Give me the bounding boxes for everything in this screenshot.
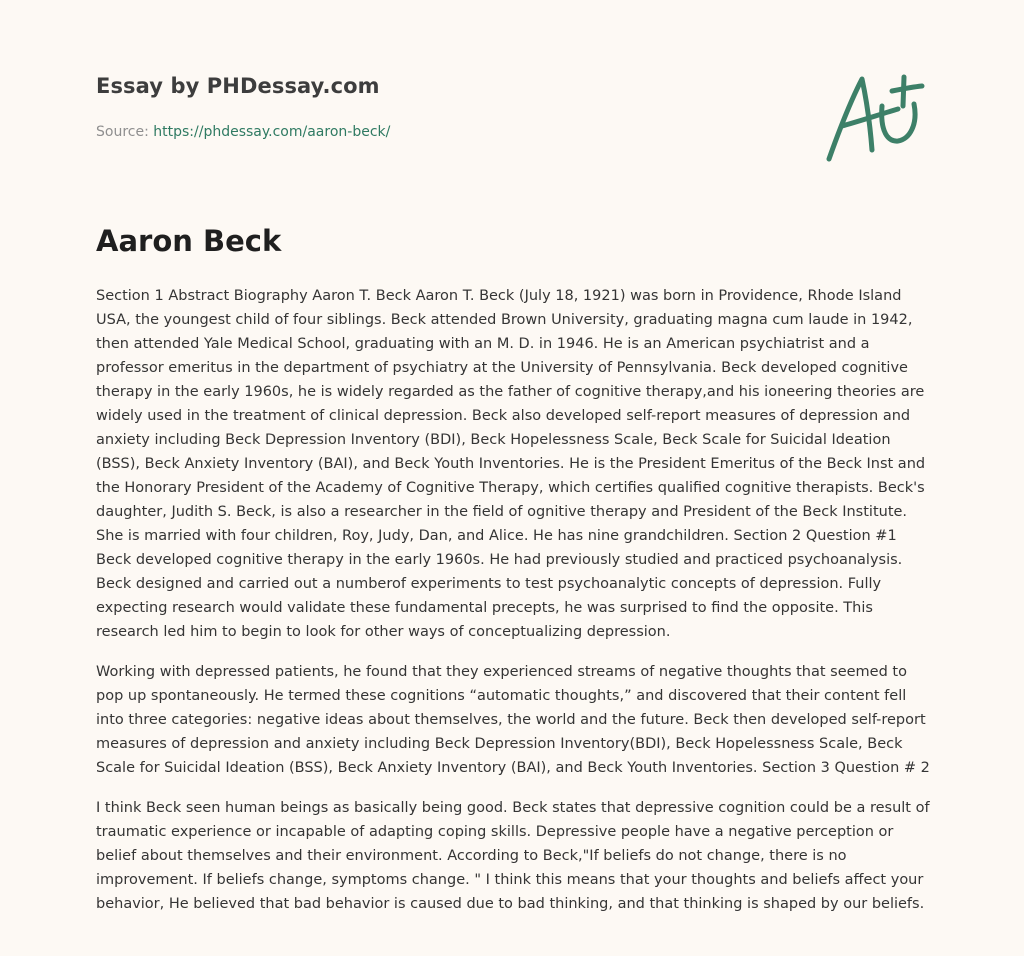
essay-body xyxy=(96,284,932,932)
essay-paragraph-3: I think Beck seen human beings as basically being good. Beck states that depressive cognition could be a result of traumatic experience or incapable of adapting coping skills. Depressive people have a negative perception or belief about themselves and their environment. According to Beck,"If beliefs do not change, there is no improvement. If beliefs change, symptoms change. " I think this means that your thoughts and beliefs affect your behavior, He believed that bad behavior is caused due to bad thinking, and that thinking is shaped by our beliefs. xyxy=(96,800,930,912)
source-link[interactable]: https://phdessay.com/aaron-beck/ xyxy=(153,124,391,140)
source-label: Source: xyxy=(96,124,149,140)
essay-paragraph-1: Section 1 Abstract Biography Aaron T. Beck Aaron T. Beck (July 18, 1921) was born in Providence, Rhode Island USA, the youngest child of four siblings. Beck attended Brown University, graduating magna cum laude in 1942, then attended Yale Medical School, graduating with an M. D. in 1946. He is an American psychiatrist and a professor emeritus in the department of psychiatry at the University of Pennsylvania. Beck developed cognitive therapy in the early 1960s, he is widely regarded as the father of cognitive therapy,and his ioneering theories are widely used in the treatment of clinical depression. Beck also developed self-report measures of depression and anxiety including Beck Depression Inventory (BDI), Beck Hopelessness Scale, Beck Scale for Suicidal Ideation (BSS), Beck Anxiety Inventory (BAI), and Beck Youth Inventories. He is the President Emeritus of the Beck Inst and the Honorary President of the Academy of Cognitive Therapy, which certifies qualified cognitive therapists. Beck's daughter, Judith S. Beck, is also a researcher in the field of ognitive therapy and President of the Beck Institute. She is married with four children, Roy, Judy, Dan, and Alice. He has nine grandchildren. Section 2 Question #1 Beck developed cognitive therapy in the early 1960s. He had previously studied and practiced psychoanalysis. Beck designed and carried out a numberof experiments to test psychoanalytic concepts of depression. Fully expecting research would validate these fundamental precepts, he was surprised to find the opposite. This research led him to begin to look for other ways of conceptualizing depression. xyxy=(96,288,926,640)
a-plus-grade-icon xyxy=(820,66,930,166)
essay-paragraph-2: Working with depressed patients, he found that they experienced streams of negative thoughts that seemed to pop up spontaneously. He termed these cognitions “automatic thoughts,” and discovered that their content fell into three categories: negative ideas about themselves, the world and the future. Beck then developed self-report measures of depression and anxiety including Beck Depression Inventory(BDI), Beck Hopelessness Scale, Beck Scale for Suicidal Ideation (BSS), Beck Anxiety Inventory (BAI), and Beck Youth Inventories. Section 3 Question # 2 xyxy=(96,664,930,776)
source-line xyxy=(96,124,390,140)
essay-title: Aaron Beck xyxy=(96,224,282,258)
site-title: Essay by PHDessay.com xyxy=(96,74,380,98)
